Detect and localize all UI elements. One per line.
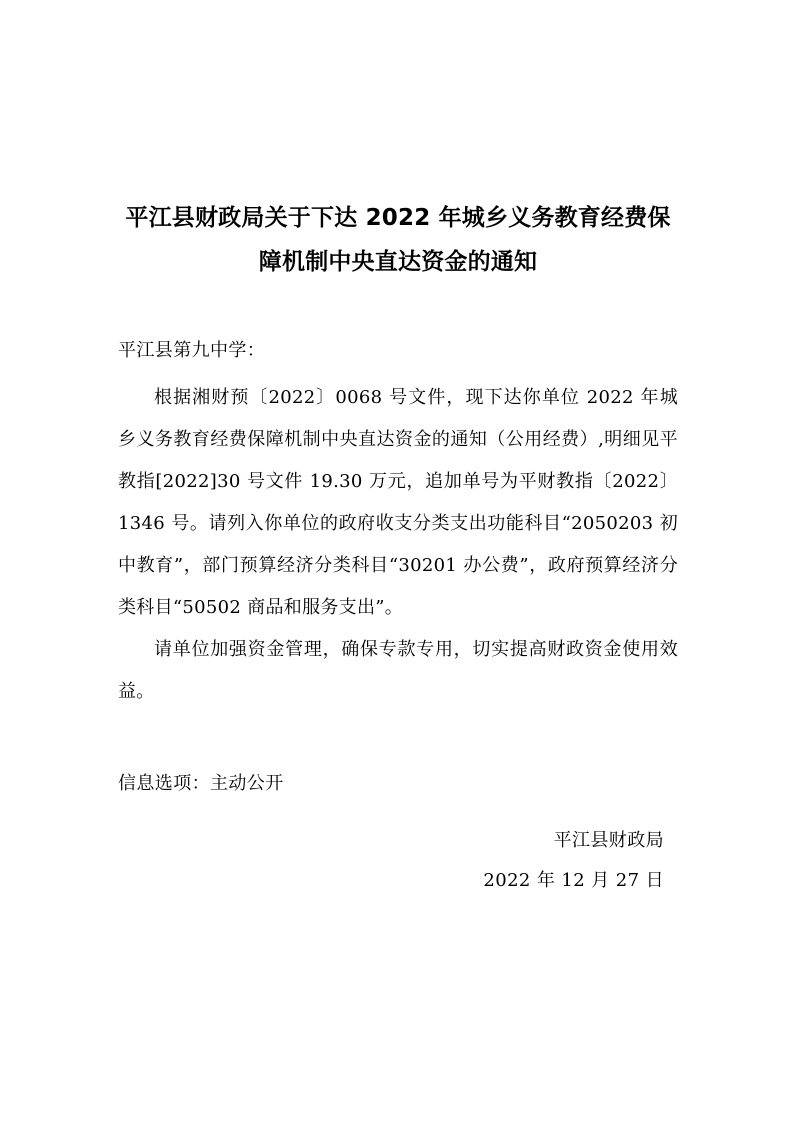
signature-issuer: 平江县财政局: [553, 830, 664, 851]
paragraph-2: 请单位加强资金管理，确保专款专用，切实提高财政资金使用效益。: [118, 639, 678, 702]
info-option-line: 信息选项：主动公开: [118, 773, 284, 794]
signature-date: 2022 年 12 月 27 日: [483, 870, 664, 891]
paragraph-1: 根据湘财预〔2022〕0068 号文件，现下达你单位 2022 年城乡义务教育经费保障机制中央直达资金的通知（公用经费）,明细见平教指[2022]30 号文件 19.30 万元，追加单号为平财教指〔2022〕1346 号。请列入你单位的政府收支分类支出功能科目“2050203 初中教育”，部门预算经济分类科目“30201 办公费”，政府预算经济分类科目“50502 商品和服务支出”。: [118, 387, 678, 618]
addressee-line: 平江县第九中学：: [118, 340, 266, 361]
page-title: 平江县财政局关于下达 2022 年城乡义务教育经费保障机制中央直达资金的通知: [125, 205, 671, 275]
document-body: [118, 0, 678, 901]
